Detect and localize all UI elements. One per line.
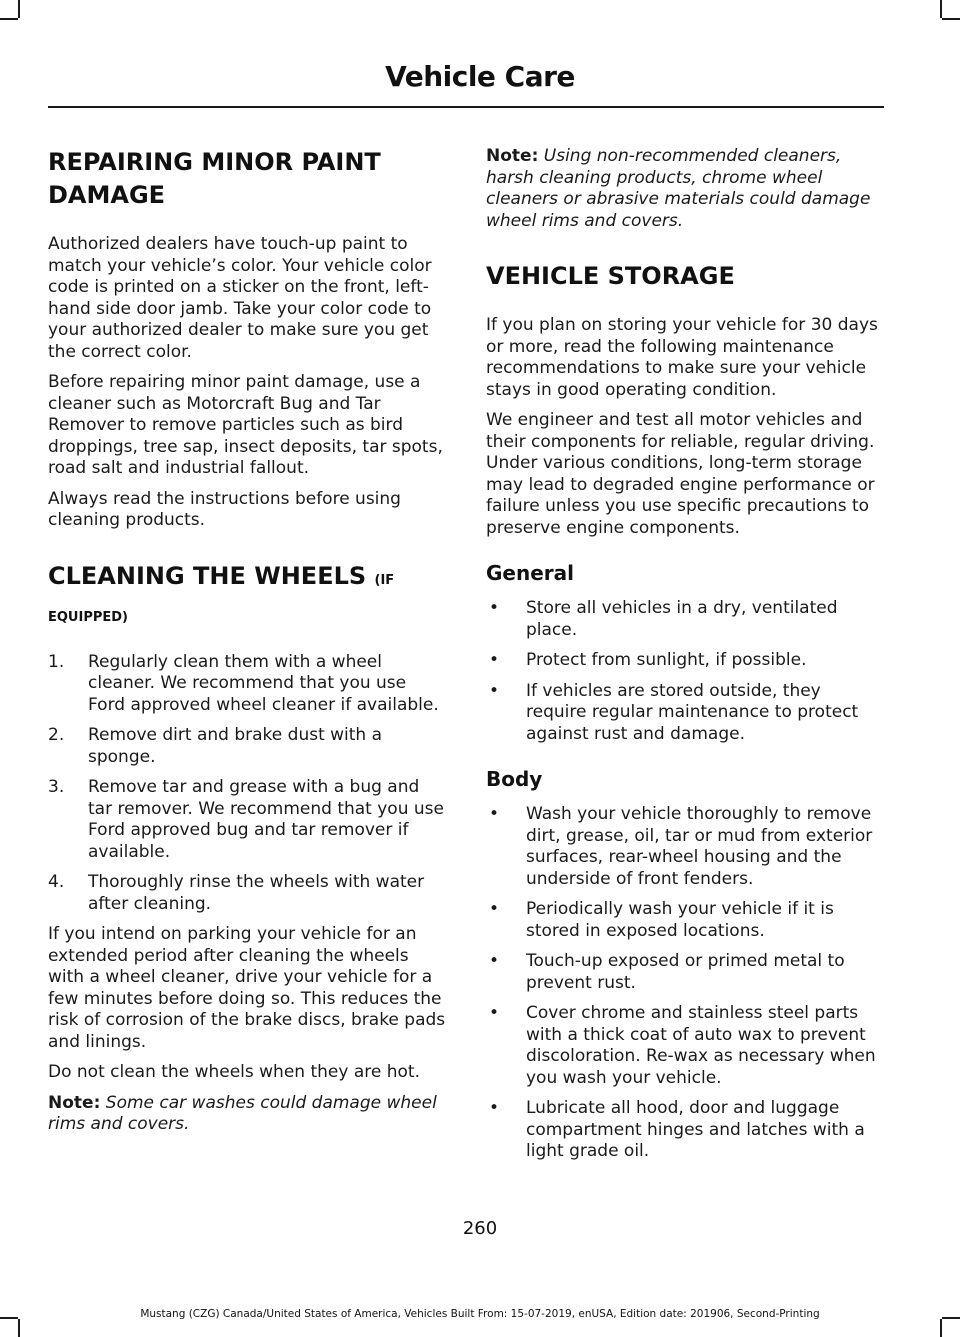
step-number: 3. bbox=[48, 777, 65, 797]
paragraph: Authorized dealers have touch-up paint to match your vehicle’s color. Your vehicle color code is printed on a sticker on the front, left-hand side door jamb. Take your color code to your authorized dealer to make sure you get the correct color. bbox=[48, 234, 432, 362]
crop-mark bbox=[940, 0, 942, 18]
list-item: • Periodically wash your vehicle if it is stored in exposed locations. bbox=[489, 899, 834, 941]
list-item: • Lubricate all hood, door and luggage compartment hinges and latches with a light grade oil. bbox=[489, 1098, 865, 1161]
paragraph: If you intend on parking your vehicle for an extended period after cleaning the wheels with a wheel cleaner, drive your vehicle for a few minutes before doing so. This reduces the risk of corrosion of the brake discs, brake pads and linings. bbox=[48, 924, 446, 1052]
list-item: 4. Thoroughly rinse the wheels with water after cleaning. bbox=[48, 872, 425, 914]
list-item: • Touch-up exposed or primed metal to prevent rust. bbox=[489, 951, 845, 993]
wheel-cleaning-steps bbox=[48, 652, 448, 916]
bullet-marker: • bbox=[489, 951, 500, 971]
cleaning-wheels-heading: CLEANING THE WHEELS (IF EQUIPPED) bbox=[48, 561, 395, 625]
list-item: • Store all vehicles in a dry, ventilated place. bbox=[489, 598, 838, 640]
list-item: • If vehicles are stored outside, they require regular maintenance to protect against rust and damage. bbox=[489, 680, 859, 744]
bullet-marker: • bbox=[489, 899, 500, 919]
step-number: 4. bbox=[48, 872, 65, 892]
repair-paint-heading: REPAIRING MINOR PAINT DAMAGE bbox=[48, 148, 381, 209]
bullet-marker: • bbox=[489, 680, 500, 701]
general-list bbox=[486, 598, 882, 745]
step-number: 1. bbox=[48, 651, 65, 672]
note bbox=[48, 1093, 448, 1136]
right-column bbox=[486, 146, 882, 1163]
paragraph: Before repairing minor paint damage, use a cleaner such as Motorcraft Bug and Tar Remover to remove particles such as bird droppings, tree sap, insect deposits, tar spots, road salt and industrial fallout. bbox=[48, 372, 443, 478]
body-list bbox=[486, 804, 882, 1163]
note-label: Note: bbox=[48, 1092, 101, 1113]
list-item: • Wash your vehicle thoroughly to remove dirt, grease, oil, tar or mud from exterior surfaces, rear-wheel housing and the underside of front fenders. bbox=[489, 804, 873, 889]
bullet-marker: • bbox=[489, 650, 500, 670]
list-item: 2. Remove dirt and brake dust with a sponge. bbox=[48, 725, 383, 767]
crop-mark bbox=[18, 1319, 20, 1337]
crop-mark bbox=[942, 18, 960, 20]
page-footer: Mustang (CZG) Canada/United States of America, Vehicles Built From: 15-07-2019, enUSA, Edition date: 201906, Second-Printing bbox=[140, 1308, 820, 1320]
note-text: Using non-recommended cleaners, harsh cleaning products, chrome wheel cleaners or abrasive materials could damage wheel rims and covers. bbox=[486, 146, 871, 231]
note-text: Some car washes could damage wheel rims and covers. bbox=[48, 1092, 437, 1134]
note-label: Note: bbox=[486, 146, 539, 166]
page-header-title: Vehicle Care bbox=[385, 60, 575, 93]
bullet-marker: • bbox=[489, 804, 500, 824]
general-subheading: General bbox=[486, 561, 574, 585]
body-subheading: Body bbox=[486, 767, 543, 791]
header-divider bbox=[48, 106, 884, 108]
bullet-marker: • bbox=[489, 1003, 500, 1023]
list-item: 1. Regularly clean them with a wheel cleaner. We recommend that you use Ford approved wheel cleaner if available. bbox=[48, 651, 439, 715]
paragraph: Do not clean the wheels when they are hot. bbox=[48, 1062, 420, 1082]
list-item: 3. Remove tar and grease with a bug and tar remover. We recommend that you use Ford approved bug and tar remover if available. bbox=[48, 777, 444, 862]
bullet-marker: • bbox=[489, 598, 500, 618]
crop-mark bbox=[940, 1319, 942, 1337]
list-item: • Cover chrome and stainless steel parts with a thick coat of auto wax to prevent discoloration. Re-wax as necessary when you wash your vehicle. bbox=[489, 1003, 876, 1088]
note bbox=[486, 146, 882, 232]
paragraph: We engineer and test all motor vehicles and their components for reliable, regular driving. Under various conditions, long-term storage may lead to degraded engine performance or failure unless you use specific precautions to preserve engine components. bbox=[486, 410, 875, 538]
left-column bbox=[48, 146, 448, 1136]
step-number: 2. bbox=[48, 725, 65, 745]
crop-mark bbox=[0, 18, 18, 20]
vehicle-storage-heading: VEHICLE STORAGE bbox=[486, 262, 735, 290]
paragraph: If you plan on storing your vehicle for 30 days or more, read the following maintenance recommendations to make sure your vehicle stays in good operating condition. bbox=[486, 315, 878, 400]
page-number: 260 bbox=[462, 1218, 498, 1239]
bullet-marker: • bbox=[489, 1098, 500, 1118]
list-item: • Protect from sunlight, if possible. bbox=[489, 650, 807, 670]
crop-mark bbox=[18, 0, 20, 18]
paragraph: Always read the instructions before using cleaning products. bbox=[48, 488, 401, 530]
